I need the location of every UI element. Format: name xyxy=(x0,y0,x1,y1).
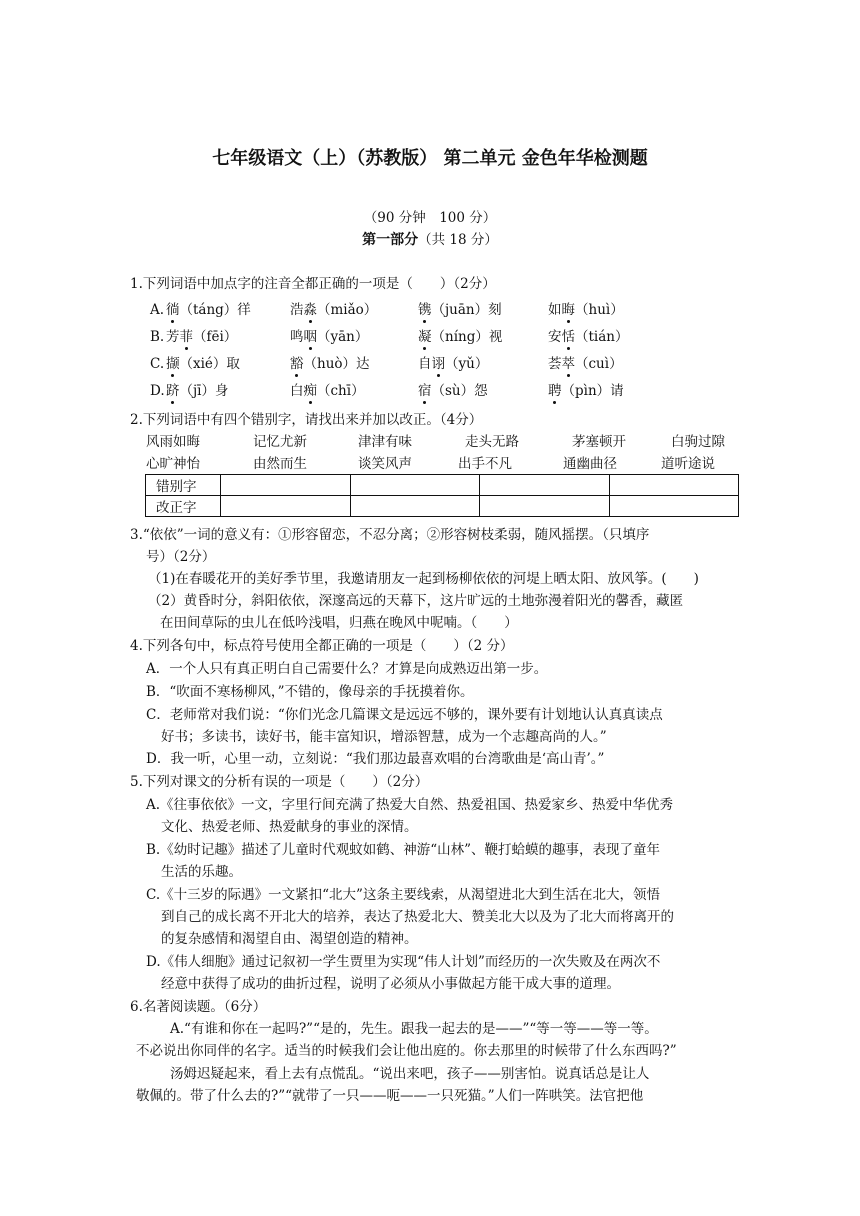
idiom-word: 茅塞顿开 xyxy=(572,434,626,450)
dotted-char: 凝 xyxy=(418,329,432,345)
dotted-char: 恬 xyxy=(561,329,575,345)
q5-option-c-line-2: 到自己的成长离不开北大的培养，表达了热爱北大、赞美北大以及为了北大而将离开的 xyxy=(161,909,674,925)
idiom-word: 通幽曲径 xyxy=(563,456,617,472)
q5-option-b-line-1: B.《幼时记趣》描述了儿童时代观蚊如鹤、神游“山林”、鞭打蛤蟆的趣事，表现了童年 xyxy=(146,842,661,858)
dotted-char: 诩 xyxy=(431,356,445,372)
q6-passage-line-3: 汤姆迟疑起来，看上去有点慌乱。“说出来吧，孩子——别害怕。说真话总是让人 xyxy=(170,1066,650,1082)
idiom-word: 风雨如晦 xyxy=(146,434,200,450)
q5-option-b-line-2: 生活的乐趣。 xyxy=(161,864,242,880)
q6-passage-line-4: 敬佩的。带了什么去的?”“就带了一只——呃——一只死猫。”人们一阵哄笑。法官把他 xyxy=(136,1088,644,1104)
dotted-char: 豁 xyxy=(290,356,304,372)
q1-option-word: 荟萃（cuì） xyxy=(548,356,623,372)
q4-option-d: D．我一听，心里一动，立刻说：“我们那边最喜欢唱的台湾歌曲是‘高山青’。” xyxy=(146,751,605,767)
idiom-word: 由然而生 xyxy=(253,456,307,472)
q2-stem: 2.下列词语中有四个错别字，请找出来并加以改正。（4分） xyxy=(130,412,483,428)
q3-sentence-2-line-2: 在田间草际的虫儿在低吟浅唱，归燕在晚风中呢喃。（ ） xyxy=(160,615,518,631)
exam-duration: （90 分钟 100 分） xyxy=(363,210,497,226)
q6-passage-line-2: 不必说出你同伴的名字。适当的时候我们会让他出庭的。你去那里的时候带了什么东西吗?” xyxy=(136,1043,677,1059)
answer-cell[interactable] xyxy=(480,475,610,496)
part-note: （共 18 分） xyxy=(418,232,498,248)
q1-option-word: 宿（sù）怨 xyxy=(418,383,488,399)
dotted-char: 痴 xyxy=(303,383,317,399)
q6-stem: 6.名著阅读题。（6分） xyxy=(130,999,267,1015)
dotted-char: 晦 xyxy=(561,302,575,318)
idiom-word: 津津有味 xyxy=(358,434,412,450)
q1-option-word: 撷（xié）取 xyxy=(166,356,240,372)
q4-option-c-line-2: 好书；多读书，读好书，能丰富知识，增添智慧，成为一个志趣高尚的人。” xyxy=(161,729,607,745)
q1-option-word: 如晦（huì） xyxy=(548,302,624,318)
q1-option-word: 安恬（tián） xyxy=(548,329,629,345)
q3-sentence-1: （1)在春暖花开的美好季节里，我邀请朋友一起到杨柳依依的河堤上晒太阳、放风筝。( ) xyxy=(148,571,699,587)
answer-cell[interactable] xyxy=(350,475,480,496)
q4-stem: 4.下列各句中，标点符号使用全都正确的一项是（ ）（2 分） xyxy=(130,638,514,654)
answer-cell[interactable] xyxy=(221,496,351,517)
part-title: 第一部分 xyxy=(362,232,419,248)
dotted-char: 萃 xyxy=(561,356,575,372)
q1-option-label: B. xyxy=(150,329,165,345)
q1-option-word: 白痴（chī） xyxy=(290,383,365,399)
dotted-char: 菲 xyxy=(179,329,193,345)
part-heading xyxy=(0,230,860,250)
q1-option-label: A. xyxy=(150,302,165,318)
answer-cell[interactable] xyxy=(609,496,739,517)
answer-cell[interactable] xyxy=(480,496,610,517)
q1-option-word: 芳菲（fēi） xyxy=(166,329,238,345)
q1-option-word: 聘（pìn）请 xyxy=(548,383,624,399)
idiom-word: 出手不凡 xyxy=(458,456,512,472)
q3-stem-line-1: 3.“依依”一词的意义有：①形容留恋，不忍分离；②形容树枝柔弱，随风摇摆。（只填序 xyxy=(130,527,650,543)
idiom-word: 谈笑风声 xyxy=(358,456,412,472)
q6-passage-line-1: A.“有谁和你在一起吗?”“是的，先生。跟我一起去的是——”“等一等——等一等。 xyxy=(170,1021,658,1037)
dotted-char: 咽 xyxy=(303,329,317,345)
q1-option-word: 凝（níng）视 xyxy=(418,329,503,345)
right-char-label: 改正字 xyxy=(146,496,221,517)
q1-option-word: 镌（juān）刻 xyxy=(418,302,502,318)
q1-option-word: 徜（táng）徉 xyxy=(166,302,251,318)
q1-option-word: 豁（huò）达 xyxy=(290,356,370,372)
wrong-char-label: 错别字 xyxy=(146,475,221,496)
idiom-word: 白驹过隙 xyxy=(671,434,725,450)
dotted-char: 镌 xyxy=(418,302,432,318)
answer-cell[interactable] xyxy=(350,496,480,517)
q1-option-word: 浩淼（miǎo） xyxy=(290,302,378,318)
q1-option-word: 鸣咽（yān） xyxy=(290,329,369,345)
q4-option-a: A．一个人只有真正明白自己需要什么？才算是向成熟迈出第一步。 xyxy=(146,661,548,677)
q5-option-c-line-1: C.《十三岁的际遇》一文紧扣“北大”这条主要线索，从渴望进北大到生活在北大，领悟 xyxy=(146,887,660,903)
q5-option-a-line-2: 文化、热爱老师、热爱献身的事业的深情。 xyxy=(161,819,418,835)
q5-option-d-line-2: 经意中获得了成功的曲折过程，说明了必须从小事做起方能干成大事的道理。 xyxy=(161,976,620,992)
q5-option-a-line-1: A.《往事依依》一文，字里行间充满了热爱大自然、热爱祖国、热爱家乡、热爱中华优秀 xyxy=(146,797,674,813)
table-row xyxy=(146,475,739,496)
dotted-char: 撷 xyxy=(166,356,180,372)
q5-option-d-line-1: D.《伟人细胞》通过记叙初一学生贾里为实现“伟人计划”而经历的一次失败及在两次不 xyxy=(146,954,661,970)
page-title: 七年级语文（上）（苏教版） 第二单元 金色年华检测题 xyxy=(212,148,648,169)
idiom-word: 记忆尤新 xyxy=(253,434,307,450)
answer-cell[interactable] xyxy=(609,475,739,496)
dotted-char: 宿 xyxy=(418,383,432,399)
dotted-char: 淼 xyxy=(303,302,317,318)
q1-option-word: 自诩（yǔ） xyxy=(418,356,489,372)
q1-stem: 1.下列词语中加点字的注音全都正确的一项是（ ）（2分） xyxy=(130,276,496,292)
q4-option-b: B．“吹面不寒杨柳风，”不错的，像母亲的手抚摸着你。 xyxy=(146,684,474,700)
dotted-char: 聘 xyxy=(548,383,562,399)
q5-stem: 5.下列对课文的分析有误的一项是（ ）（2分） xyxy=(130,774,429,790)
dotted-char: 徜 xyxy=(166,302,180,318)
idiom-word: 走头无路 xyxy=(465,434,519,450)
idiom-word: 心旷神怡 xyxy=(146,456,200,472)
idiom-word: 道听途说 xyxy=(661,456,715,472)
q3-sentence-2-line-1: （2）黄昏时分，斜阳依依，深邃高远的天幕下，这片旷远的土地弥漫着阳光的馨香，藏匿 xyxy=(148,593,684,609)
q4-option-c-line-1: C．老师常对我们说：“你们光念几篇课文是远远不够的，课外要有计划地认认真真读点 xyxy=(146,707,663,723)
correction-table xyxy=(145,474,739,517)
q3-stem-line-2: 号）（2分） xyxy=(146,549,216,565)
q1-option-word: 跻（jī）身 xyxy=(166,383,229,399)
q5-option-c-line-3: 的复杂感情和渴望自由、渴望创造的精神。 xyxy=(161,931,418,947)
answer-cell[interactable] xyxy=(221,475,351,496)
table-row xyxy=(146,496,739,517)
q1-option-label: C. xyxy=(150,356,165,372)
q1-option-label: D. xyxy=(150,383,165,399)
dotted-char: 跻 xyxy=(166,383,180,399)
